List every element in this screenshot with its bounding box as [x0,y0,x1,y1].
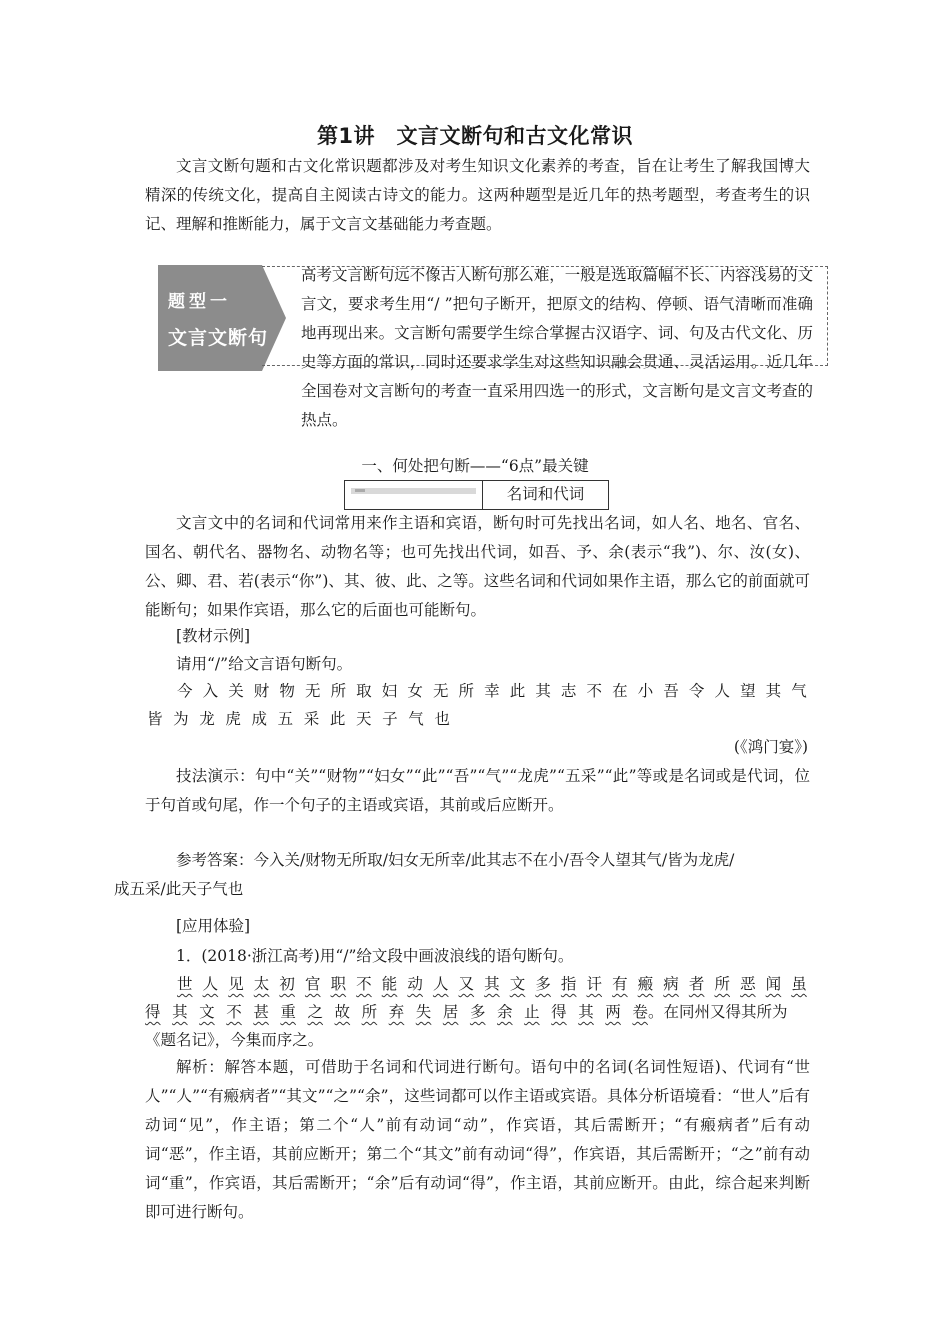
char: 人 [432,975,449,993]
char: 不 [356,975,372,993]
char: 气 [408,710,424,728]
char: 气 [791,682,807,700]
char: 入 [202,682,219,700]
answer-label: 参考答案： [176,851,254,869]
char: 此 [329,710,346,728]
intro-paragraph: 文言文断句题和古文化常识题都涉及对考生知识文化素养的考查，旨在让考生了解我国博大精深的传统文化，提高自主阅读古诗文的能力。这两种题型是近几年的热考题型，考查考生的识记、理解和推断能力，属于文言文基础能力考查题。 [145,157,810,233]
textbook-example-label: [教材示例] [176,627,251,645]
char: 之 [307,1003,323,1021]
char: 在 [612,682,628,700]
char: 多 [535,975,551,993]
subtitle-decoration [351,488,476,494]
char: 太 [253,975,270,993]
char: 卷 [632,1003,648,1021]
char: 妇 [381,682,398,700]
char: 居 [442,1003,459,1021]
practice-text-line-2-underlined [145,998,648,1026]
char: 职 [330,975,347,993]
textbook-example-request: 请用“/”给文言语句断句。 [176,655,353,673]
char: 动 [407,975,423,993]
char: 此 [509,682,526,700]
char: 其 [484,975,500,993]
char: 指 [560,975,577,993]
char: 不 [586,682,603,700]
banner-type-name: 文言文断句 [168,327,269,349]
char: 两 [605,1003,621,1021]
char: 故 [334,1003,351,1021]
char: 恶 [740,975,756,993]
answer-line-2: 成五采/此天子气也 [114,880,244,898]
char: 止 [524,1003,540,1021]
char: 无 [304,682,321,700]
example-text-line-1 [177,677,807,705]
char: 也 [434,710,450,728]
char: 所 [714,975,730,993]
char: 人 [714,682,730,700]
char: 重 [280,1003,296,1021]
subtitle-label: 名词和代词 [506,485,585,503]
practice-question: 1．(2018·浙江高考)用“/”给文段中画波浪线的语句断句。 [176,947,574,965]
char: 闻 [765,975,782,993]
char: 所 [361,1003,378,1021]
practice-text-line-2 [145,998,810,1026]
char: 财 [253,682,270,700]
char: 其 [535,682,551,700]
analysis-paragraph: 解析：解答本题，可借助于名词和代词进行断句。语句中的名词(名词性短语)、代词有“世人”“人”“有瘢病者”“其文”“之”“余”，这些词都可以作主语或宾语。具体分析语境看：“世人”后有动词“见”，作主语；第二个“人”前有动词“动”，作宾语，其后需断开；“有瘢病者”后有动词“恶”，作主语，其前应断开；第二个“其文”前有动词“得”，作宾语，其后需断开；“之”前有动词“重”，作宾语，其后需断开；“余”后有动词“得”，作主语，其前应断开。由此，综合起来判断即可进行断句。 [145,1058,810,1221]
char: 今 [177,682,193,700]
char: 又 [458,975,475,993]
char: 五 [277,710,294,728]
char: 得 [145,1003,161,1021]
char: 能 [381,975,398,993]
practice-text-line-1 [177,970,807,998]
char: 世 [177,975,193,993]
char: 有 [612,975,628,993]
char: 所 [458,682,475,700]
char: 所 [330,682,347,700]
section-heading: 一、何处把句断——“6点”最关键 [361,457,589,475]
char: 关 [228,682,244,700]
type-description: 高考文言断句远不像古人断句那么难，一般是选取篇幅不长、内容浅易的文言文，要求考生用“/ ”把句子断开，把原文的结构、停顿、语气清晰而准确地再现出来。文言断句需要学生综合掌握古汉语字、词、句及古代文化、历史等方面的常识，同时还要求学生对这些知识融会贯通、灵活运用。近几年全国卷对文言断句的考查一直采用四选一的形式，文言断句是文言文考查的热点。 [301,266,813,429]
char: 甚 [253,1003,269,1021]
example-text-line-2 [147,705,450,733]
char: 文 [509,975,526,993]
char: 讦 [586,975,603,993]
char: 人 [202,975,219,993]
char: 物 [279,682,295,700]
char: 病 [663,975,679,993]
nouns-paragraph: 文言文中的名词和代词常用来作主语和宾语，断句时可先找出名词，如人名、地名、官名、国名、朝代名、器物名、动物名等；也可先找出代词，如吾、予、余(表示“我”)、尔、汝(女)、公、卿、君、若(表示“你”)、其、彼、此、之等。这些名词和代词如果作主语，那么它的前面就可能断句；如果作宾语，那么它的后面也可能断句。 [145,514,810,619]
char: 无 [432,682,449,700]
char: 其 [578,1003,594,1021]
example-source: (《鸿门宴》) [733,738,808,756]
char: 虽 [791,975,807,993]
char: 女 [407,682,423,700]
char: 瘢 [637,975,654,993]
char: 龙 [199,710,215,728]
char: 采 [303,710,320,728]
char: 其 [172,1003,188,1021]
char: 其 [765,682,782,700]
char: 志 [560,682,577,700]
char: 望 [740,682,756,700]
char: 幸 [484,682,500,700]
char: 余 [497,1003,513,1021]
char: 虎 [225,710,241,728]
char: 弃 [388,1003,405,1021]
reference-answer [114,846,810,904]
char: 见 [228,975,244,993]
char: 吾 [663,682,679,700]
answer-line-1: 今入关/财物无所取/妇女无所幸/此其志不在小/吾令人望其气/皆为龙虎/ [253,851,735,869]
char: 皆 [147,710,163,728]
subtitle-box [344,480,609,510]
char: 为 [173,710,189,728]
char: 官 [304,975,321,993]
banner-type-label: 题型一 [168,292,231,312]
char: 得 [551,1003,567,1021]
char: 令 [688,682,705,700]
char: 初 [279,975,295,993]
char: 子 [382,710,398,728]
char: 不 [226,1003,242,1021]
char: 文 [199,1003,215,1021]
practice-text-line-2-tail: 。在同州又得其所为 [648,1003,788,1021]
practice-label: [应用体验] [176,917,251,935]
char: 失 [415,1003,432,1021]
page-title: 第1讲 文言文断句和古文化常识 [316,124,634,148]
method-demo: 技法演示：句中“关”“财物”“妇女”“此”“吾”“气”“龙虎”“五采”“此”等或是名词或是代词，位于句首或句尾，作一个句子的主语或宾语，其前或后应断开。 [145,767,810,814]
char: 小 [637,682,654,700]
char: 多 [469,1003,486,1021]
practice-text-line-3: 《题名记》，今集而序之。 [145,1031,324,1049]
char: 者 [688,975,705,993]
char: 天 [356,710,372,728]
char: 成 [251,710,268,728]
char: 取 [356,682,372,700]
